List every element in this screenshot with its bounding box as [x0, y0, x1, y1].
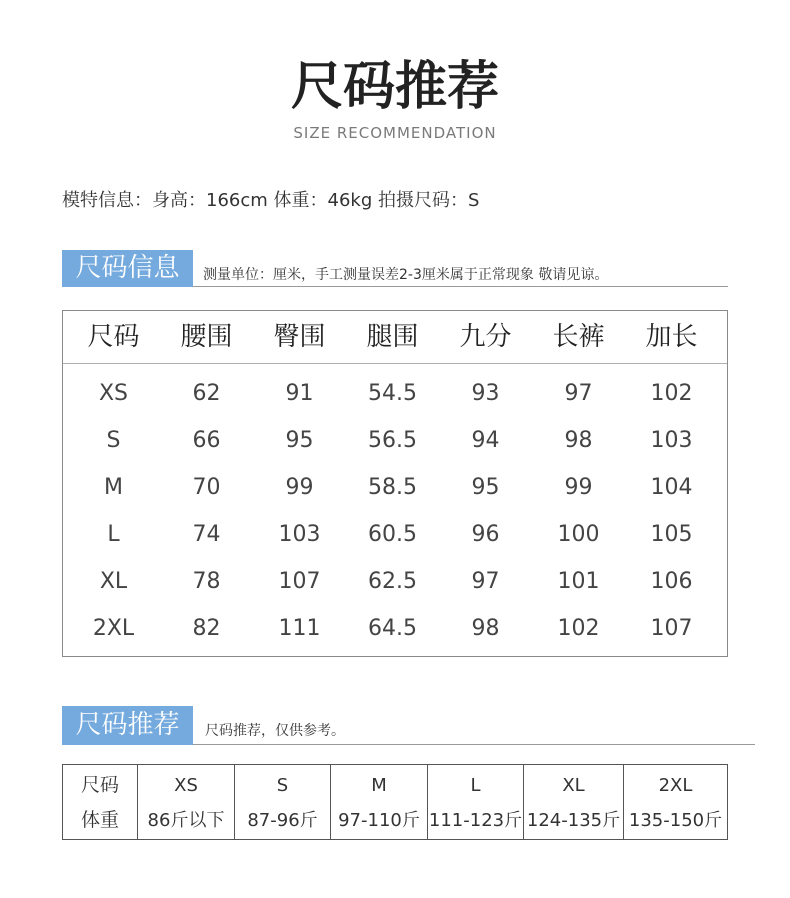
table-row	[67, 370, 727, 417]
table-cell: 2XL	[92, 616, 135, 641]
size-cell: XL	[562, 775, 585, 796]
table-cell: M	[104, 475, 123, 500]
size-cell: 2XL	[658, 775, 693, 796]
table-cell: XL	[99, 569, 128, 594]
table-cell: 74	[192, 522, 221, 547]
recommend-divider	[193, 744, 755, 745]
table-cell: 105	[650, 522, 693, 547]
row-header-size: 尺码	[80, 774, 119, 796]
table-cell: 107	[278, 569, 321, 594]
table-cell: 111	[278, 616, 321, 641]
table-cell: 103	[650, 428, 693, 453]
model-info: 模特信息：身高：166cm 体重：46kg 拍摄尺码：S	[62, 190, 480, 211]
header-cell: 臀围	[273, 322, 326, 352]
recommend-column	[137, 765, 234, 839]
table-cell: 107	[650, 616, 693, 641]
header-cell: 尺码	[87, 322, 140, 352]
weight-cell: 124-135斤	[526, 810, 621, 831]
table-cell: 54.5	[368, 381, 417, 406]
header-cell: 腿围	[366, 322, 419, 352]
table-cell: L	[107, 522, 120, 547]
header-cell: 加长	[645, 322, 698, 352]
weight-cell: 87-96斤	[247, 810, 318, 831]
size-info-note: 测量单位：厘米，手工测量误差2-3厘米属于正常现象 敬请见谅。	[203, 267, 609, 283]
table-cell: 95	[471, 475, 500, 500]
weight-cell: 97-110斤	[338, 810, 420, 831]
recommend-label: 尺码推荐	[62, 706, 193, 745]
recommend-column	[523, 765, 623, 839]
recommend-note: 尺码推荐，仅供参考。	[205, 723, 345, 739]
header-cell: 长裤	[552, 322, 605, 352]
recommend-column	[623, 765, 727, 839]
size-info-divider	[193, 286, 728, 287]
table-row	[67, 417, 727, 464]
size-cell: M	[371, 775, 387, 796]
weight-cell: 111-123斤	[428, 810, 523, 831]
recommend-column	[234, 765, 330, 839]
recommend-column	[427, 765, 523, 839]
table-cell: 97	[471, 569, 500, 594]
row-header-weight: 体重	[80, 809, 119, 831]
size-cell: XS	[174, 775, 198, 796]
table-cell: 96	[471, 522, 500, 547]
table-cell: 60.5	[368, 522, 417, 547]
table-cell: 78	[192, 569, 221, 594]
size-info-label: 尺码信息	[62, 250, 193, 287]
size-cell: S	[276, 775, 289, 796]
table-cell: 62.5	[368, 569, 417, 594]
size-info-table	[62, 310, 728, 657]
table-cell: 102	[650, 381, 693, 406]
table-cell: 95	[285, 428, 314, 453]
table-cell: XS	[98, 381, 129, 406]
recommend-table	[62, 764, 728, 840]
header-cell: 九分	[459, 322, 512, 352]
table-cell: 64.5	[368, 616, 417, 641]
table-cell: 103	[278, 522, 321, 547]
table-row	[67, 511, 727, 558]
header-cell: 腰围	[180, 322, 233, 352]
table-cell: 101	[557, 569, 600, 594]
table-row	[67, 464, 727, 511]
table-cell: 106	[650, 569, 693, 594]
table-cell: 99	[564, 475, 593, 500]
table-cell: 56.5	[368, 428, 417, 453]
table-cell: 58.5	[368, 475, 417, 500]
table-cell: 66	[192, 428, 221, 453]
table-cell: 99	[285, 475, 314, 500]
table-row	[67, 558, 727, 605]
table-cell: 70	[192, 475, 221, 500]
table-cell: 82	[192, 616, 221, 641]
page-subtitle: SIZE RECOMMENDATION	[293, 124, 497, 142]
weight-cell: 86斤以下	[147, 810, 225, 831]
table-cell: 93	[471, 381, 500, 406]
weight-cell: 135-150斤	[628, 810, 723, 831]
page-title: 尺码推荐	[290, 57, 499, 117]
table-cell: 102	[557, 616, 600, 641]
table-cell: 98	[564, 428, 593, 453]
table-cell: 62	[192, 381, 221, 406]
recommend-column	[63, 765, 137, 839]
table-cell: 94	[471, 428, 500, 453]
size-cell: L	[470, 775, 481, 796]
table-cell: 91	[285, 381, 314, 406]
table-row	[67, 605, 727, 652]
recommend-column	[330, 765, 427, 839]
table-cell: 97	[564, 381, 593, 406]
table-cell: 100	[557, 522, 600, 547]
table-cell: 98	[471, 616, 500, 641]
table-cell: S	[106, 428, 121, 453]
size-info-header-row	[63, 311, 727, 364]
table-cell: 104	[650, 475, 693, 500]
